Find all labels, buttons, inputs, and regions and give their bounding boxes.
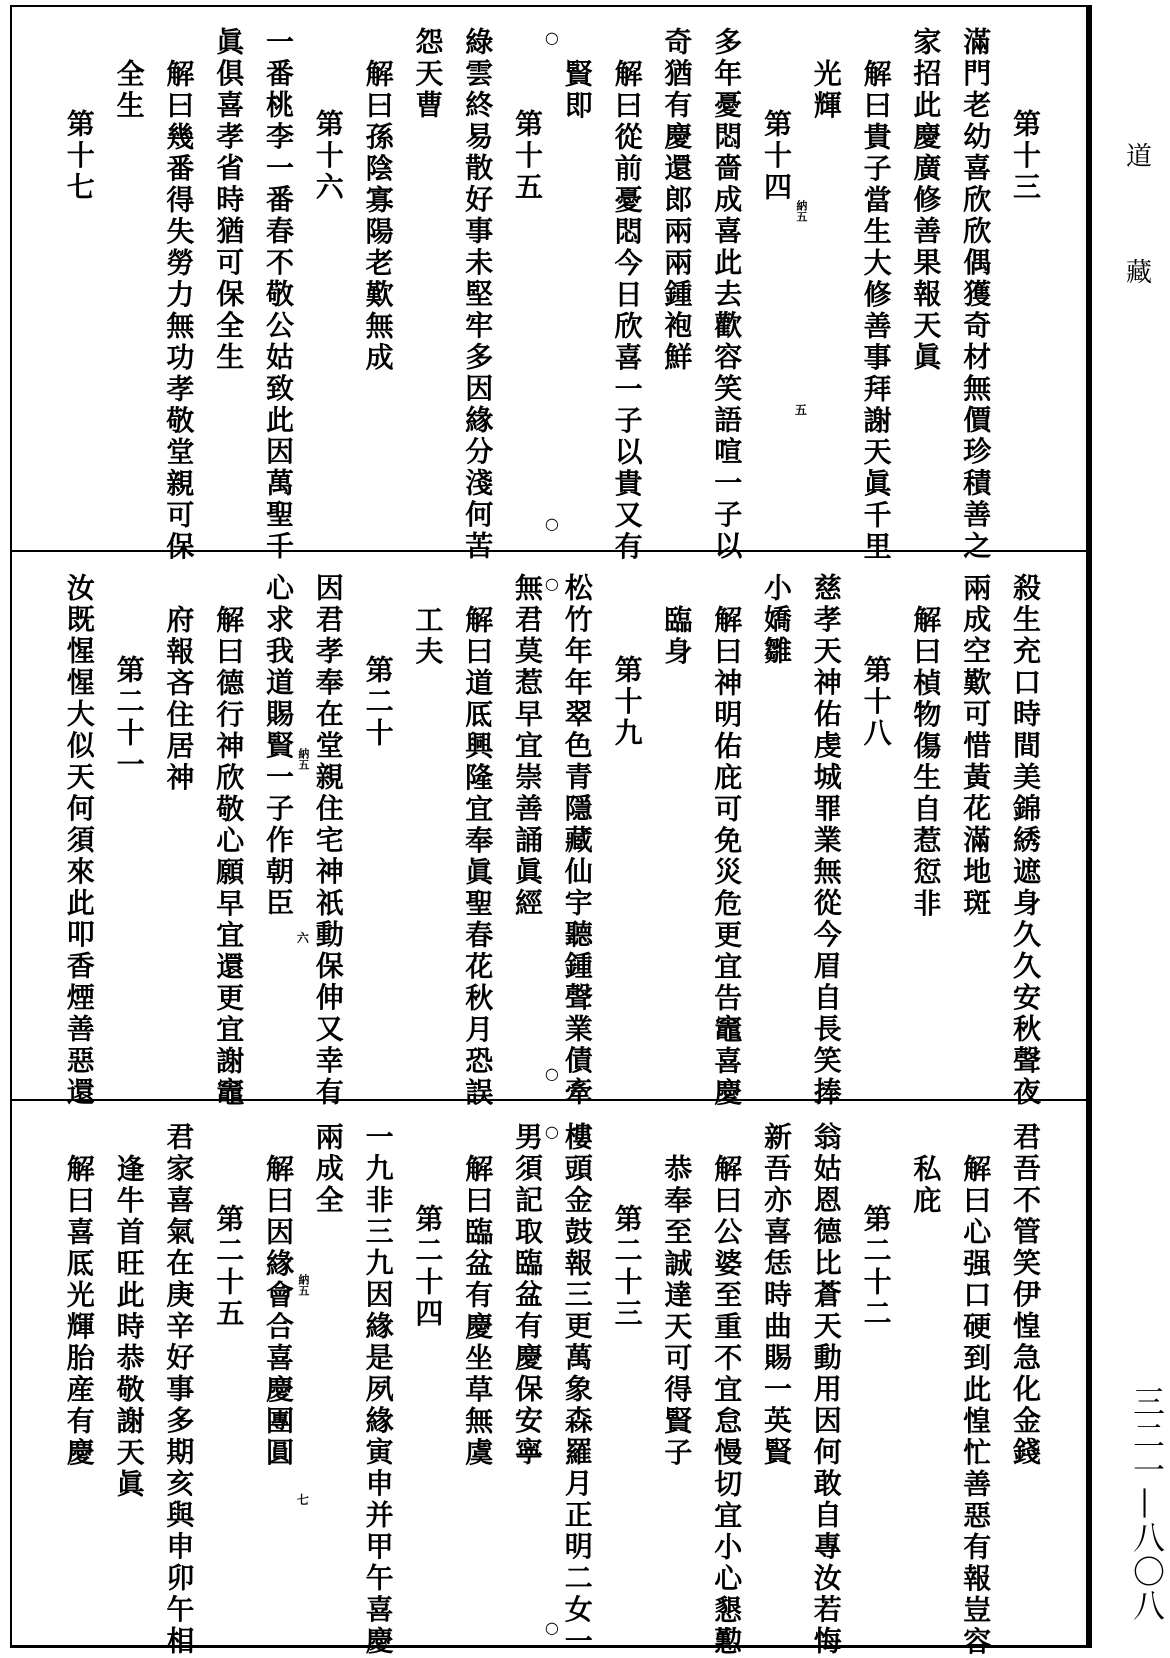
text-column: 臨身 — [660, 604, 694, 668]
text-column: 綠雲終易散好事未堅牢多因緣分淺何苦 — [461, 27, 495, 563]
text-column: 翁姑恩德比蒼天動用因何敢自專汝若悔 — [809, 1122, 843, 1658]
text-column: 第二十三 — [610, 1203, 644, 1330]
circle-marker-icon: ○ — [544, 1618, 559, 1637]
small-annotation: 六 — [296, 931, 309, 945]
text-column: 兩成全 — [311, 1122, 345, 1217]
text-column: 滿門老幼喜欣欣偶獲奇材無價珍積善之 — [959, 27, 993, 563]
text-column: 解曰公婆至重不宜怠慢切宜小心懇懃 — [710, 1153, 744, 1658]
text-column: 第十六 — [311, 108, 345, 204]
text-column: 眞俱喜孝省時猶可保全生 — [212, 27, 246, 374]
text-column: 心求我道賜賢一子作朝臣 — [262, 573, 295, 920]
small-annotation: 納五 — [794, 200, 808, 222]
text-column: 解曰道厎興隆宜奉眞聖春花秋月恐誤 — [461, 604, 495, 1109]
margin-label-dao: 道 — [1126, 142, 1153, 172]
text-column: 解曰臨盆有慶坐草無虞 — [461, 1153, 495, 1469]
text-column: 第十四 — [760, 108, 793, 204]
small-annotation: 七 — [296, 1493, 309, 1507]
text-column: 小嬌雛 — [760, 573, 793, 668]
text-column: 第二十一 — [112, 654, 146, 781]
text-column: 解曰喜厎光輝胎産有慶 — [62, 1153, 96, 1469]
text-column: 恭奉至誠達天可得賢子 — [660, 1153, 694, 1469]
text-column: 解曰孫陰寡陽老歎無成 — [361, 58, 395, 374]
text-column: 解曰幾番得失勞力無功孝敬堂親可保 — [162, 58, 196, 563]
text-column: 解曰神明佑庇可免災危更宜告竈喜慶 — [710, 604, 744, 1109]
circle-marker-icon: ○ — [544, 514, 559, 533]
section-divider — [10, 1099, 1088, 1101]
text-column: 解曰貴子當生大修善事拜謝天眞千里 — [859, 58, 893, 563]
text-column: 府報吝住居神 — [162, 604, 196, 794]
text-column: 松竹年年翠色青隱藏仙宇聽鍾聲業債牽 — [560, 573, 594, 1109]
text-column: 第十五 — [511, 108, 544, 204]
text-column: 光輝 — [809, 58, 843, 122]
text-column: 奇猶有慶還郎兩兩鍾袍鮮 — [660, 27, 694, 374]
text-column: 一九非三九因緣是夙緣寅申并甲午喜慶 — [361, 1122, 395, 1658]
text-column: 第二十四 — [411, 1203, 445, 1330]
circle-marker-icon: ○ — [544, 1064, 559, 1083]
text-column: 逢牛首旺此時恭敬謝天眞 — [112, 1153, 146, 1500]
small-annotation: 納五 — [296, 748, 310, 770]
text-column: 樓頭金鼓報三更萬象森羅月正明二女一 — [560, 1122, 594, 1658]
text-column: 全生 — [112, 58, 146, 122]
text-column: 男須記取臨盆有慶保安寧 — [511, 1122, 544, 1469]
text-column: 私庇 — [909, 1153, 943, 1217]
text-column: 新吾亦喜恁時曲賜一英賢 — [760, 1122, 793, 1469]
margin-label-zang: 藏 — [1126, 258, 1153, 288]
text-column: 多年憂悶嗇成喜此去歡容笑語喧一子以 — [710, 27, 744, 563]
text-column: 第十八 — [859, 654, 893, 750]
text-column: 怨天曹 — [411, 27, 445, 122]
text-column: 第二十五 — [212, 1203, 246, 1330]
text-column: 無君莫惹早宜崇善誦眞經 — [511, 573, 544, 920]
text-column: 汝既惺惺大似天何須來此叩香煙善惡還 — [62, 573, 96, 1109]
text-column: 第二十 — [361, 654, 395, 750]
text-column: 君家喜氣在庚辛好事多期亥與申卯午相 — [162, 1122, 196, 1658]
text-column: 第十三 — [1009, 108, 1042, 204]
text-column: 一番桃李一番春不敬公姑致此因萬聖千 — [262, 27, 295, 563]
text-column: 解曰楨物傷生自惹愆非 — [909, 604, 943, 920]
text-column: 工夫 — [411, 604, 445, 668]
circle-marker-icon: ○ — [544, 574, 559, 593]
text-column: 第十七 — [62, 108, 96, 204]
text-column: 解曰心强口硬到此惶忙善惡有報豈容 — [959, 1153, 993, 1658]
small-annotation: 納五 — [296, 1274, 310, 1296]
text-column: 解曰因緣會合喜慶團圓 — [262, 1153, 295, 1469]
text-column: 因君孝奉在堂親住宅神祇動保伸又幸有 — [311, 573, 345, 1109]
text-column: 殺生充口時間美錦綉遮身久久安秋聲夜 — [1009, 573, 1042, 1109]
text-column: 賢即 — [560, 58, 594, 122]
circle-marker-icon: ○ — [544, 28, 559, 47]
text-column: 第二十二 — [859, 1203, 893, 1330]
text-column: 解曰從前憂悶今日欣喜一子以貴又有 — [610, 58, 644, 563]
small-annotation: 五 — [794, 403, 807, 417]
text-column: 君吾不管笑伊惶急化金錢 — [1009, 1122, 1042, 1469]
text-column: 家招此慶廣修善果報天眞 — [909, 27, 943, 374]
page-number: 三二一—八〇八 — [1128, 1385, 1166, 1623]
text-column: 慈孝天神佑虔城罪業無從今眉自長笑捧 — [809, 573, 843, 1109]
text-column: 兩成空歎可惜黃花滿地斑 — [959, 573, 993, 920]
circle-marker-icon: ○ — [544, 1122, 559, 1141]
text-column: 解曰德行神欣敬心願早宜還更宜謝竈 — [212, 604, 246, 1109]
text-column: 第十九 — [610, 654, 644, 750]
